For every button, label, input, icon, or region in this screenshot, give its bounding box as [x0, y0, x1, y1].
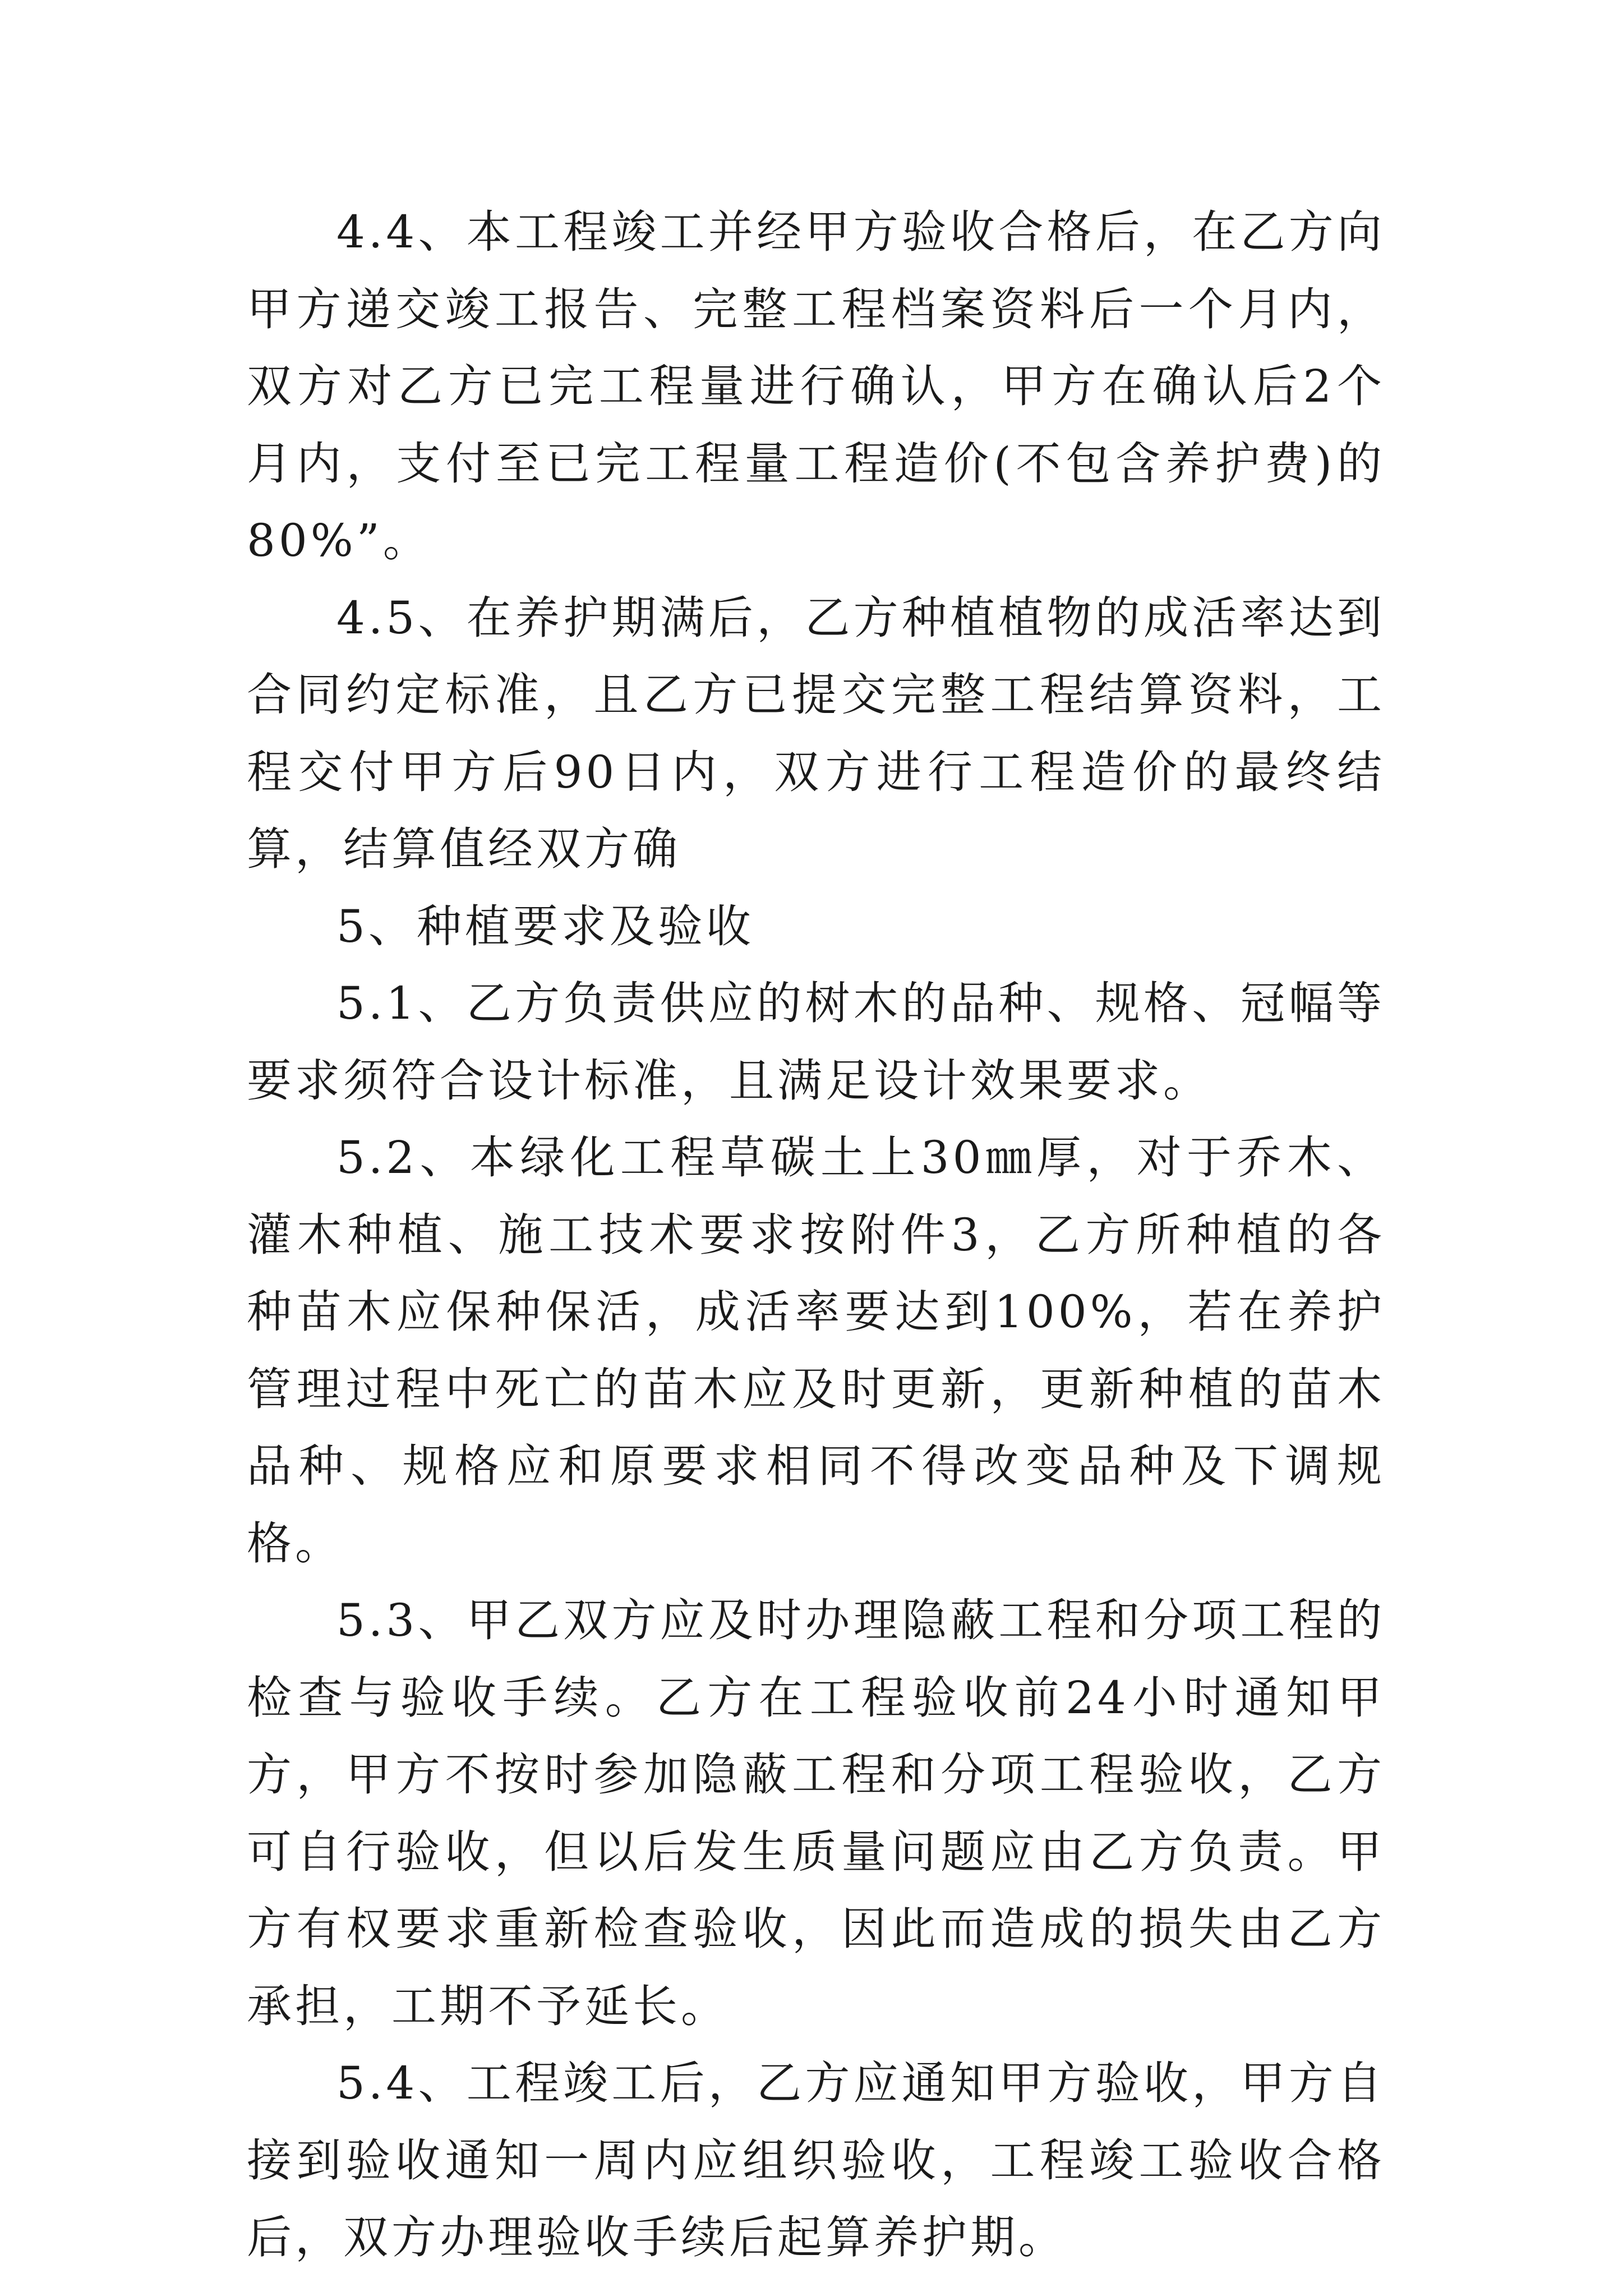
paragraph-text: 5.3、甲乙双方应及时办理隐蔽工程和分项工程的检查与验收手续。乙方在工程验收前24小时通知甲方，甲方不按时参加隐蔽工程和分项工程验收，乙方可自行验收，但以后发生质量问题应由乙方负责。甲方有权要求重新检查验收，因此而造成的损失由乙方承担，工期不予延长。: [247, 1594, 1385, 2032]
document-body: [247, 194, 1385, 2276]
paragraph-text: 4.4、本工程竣工并经甲方验收合格后，在乙方向甲方递交竣工报告、完整工程档案资料后一个月内，双方对乙方已完工程量进行确认，甲方在确认后2个月内，支付至已完工程量工程造价(不包含养护费)的80%”。: [247, 206, 1385, 567]
paragraph-5-3: [247, 1582, 1385, 2045]
paragraph-4-5: [247, 579, 1385, 888]
paragraph-text: 4.5、在养护期满后，乙方种植植物的成活率达到合同约定标准，且乙方已提交完整工程结算资料，工程交付甲方后90日内，双方进行工程造价的最终结算，结算值经双方确: [247, 591, 1385, 875]
paragraph-5-4: [247, 2045, 1385, 2276]
paragraph-text: 5.1、乙方负责供应的树木的品种、规格、冠幅等要求须符合设计标准，且满足设计效果要求。: [247, 977, 1385, 1107]
paragraph-5-2: [247, 1119, 1385, 1582]
paragraph-5-1: [247, 965, 1385, 1119]
paragraph-text: 5.4、工程竣工后，乙方应通知甲方验收，甲方自接到验收通知一周内应组织验收，工程竣工验收合格后，双方办理验收手续后起算养护期。: [247, 2057, 1385, 2263]
paragraph-text: 5.2、本绿化工程草碳土上30㎜厚，对于乔木、灌木种植、施工技术要求按附件3，乙方所种植的各种苗木应保种保活，成活率要达到100%，若在养护管理过程中死亡的苗木应及时更新，更新种植的苗木品种、规格应和原要求相同不得改变品种及下调规格。: [247, 1131, 1385, 1570]
heading-text: 5、种植要求及验收: [336, 900, 754, 953]
section-heading-5: [247, 888, 1385, 965]
paragraph-4-4: [247, 194, 1385, 579]
